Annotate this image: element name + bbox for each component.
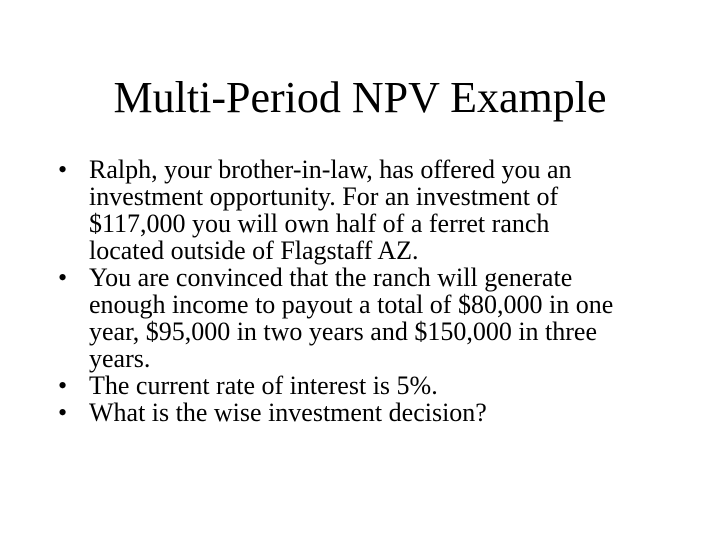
bullet-text	[89, 372, 438, 399]
bullet-text	[89, 156, 572, 264]
bullet-line: Ralph, your brother-in-law, has offered you an	[89, 155, 572, 184]
bullet-line: The current rate of interest is 5%.	[89, 371, 438, 400]
bullet-line: investment opportunity. For an investment of	[89, 182, 559, 211]
bullet-line: You are convinced that the ranch will generate	[89, 263, 573, 292]
bullet-list	[58, 156, 678, 426]
bullet-icon: •	[58, 155, 68, 184]
bullet-icon: •	[58, 371, 68, 400]
bullet-icon: •	[58, 398, 68, 427]
bullet-item-investment-offer	[58, 156, 678, 264]
bullet-item-decision-question	[58, 399, 678, 426]
bullet-line: enough income to payout a total of $80,000 in one	[89, 290, 614, 319]
bullet-line: $117,000 you will own half of a ferret ranch	[89, 209, 550, 238]
slide-title: Multi-Period NPV Example	[113, 73, 607, 122]
bullet-line: located outside of Flagstaff AZ.	[89, 236, 419, 265]
bullet-item-interest-rate	[58, 372, 678, 399]
bullet-line: year, $95,000 in two years and $150,000 in three	[89, 317, 598, 346]
bullet-item-expected-payouts	[58, 264, 678, 372]
bullet-text	[89, 264, 613, 372]
bullet-line: What is the wise investment decision?	[89, 398, 487, 427]
bullet-line: years.	[89, 344, 151, 373]
bullet-icon: •	[58, 263, 68, 292]
bullet-text	[89, 399, 487, 426]
